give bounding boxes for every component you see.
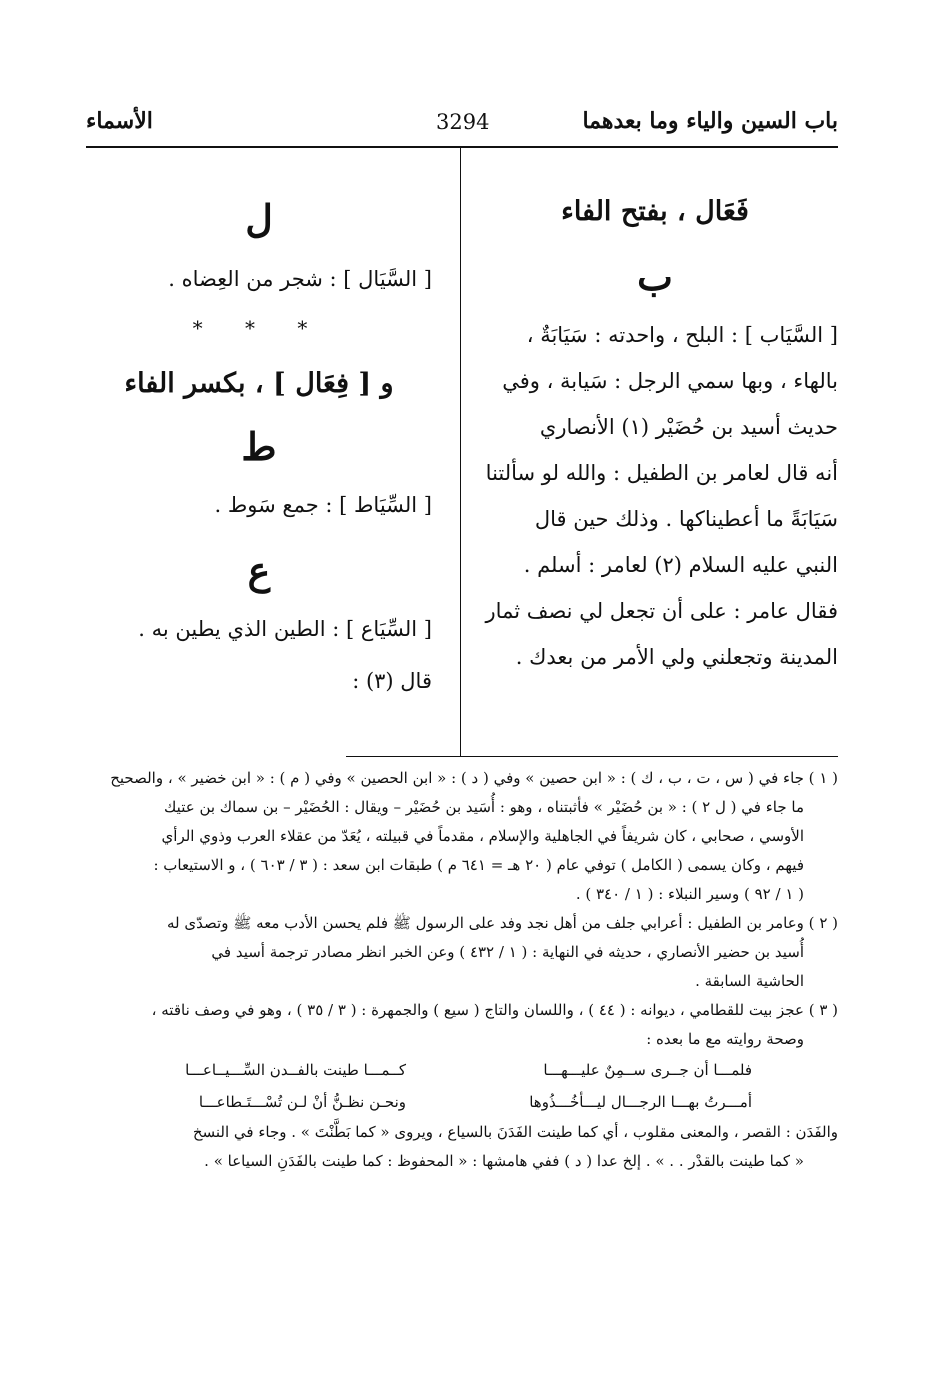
poem-verse <box>86 1054 786 1118</box>
letter-heading-ba: ب <box>637 254 673 299</box>
verse-line <box>86 1086 786 1118</box>
entry-siyat: [ السِّيَاط ] : جمع سَوط . <box>214 493 432 517</box>
footnotes <box>86 764 838 1176</box>
footnote-3-line: ( ٣ ) عجز بيت للقطامي ، ديوانه : ( ٤٤ ) ، واللسان والتاج ( سيع ) والجمهرة : ( ٣ / ٣٥ ) ، وهو في وصف ناقته ، <box>151 1001 838 1019</box>
footnote-1-line: ما جاء في ( ل ٢ ) : « بن حُضَيْر » فأثبتناه ، وهو : أُسَيد بن حُضَيْر – ويقال : الحُضَيْر – بن سماك بن عتيك <box>164 798 804 816</box>
entry-sayab <box>472 312 838 680</box>
letter-heading-lam: ل <box>245 196 273 241</box>
entry-line: [ السَّيَاب ] : البلح ، واحدته : سَيَابَةٌ ، <box>526 323 838 347</box>
footnote-1-line: ( ١ ) جاء في ( س ، ت ، ب ، ك ) : « ابن حصين » وفي ( د ) : « ابن الحصين » وفي ( م ) : « ابن خضير » ، والصحيح <box>110 769 838 787</box>
footnote-1-line: ( ١ / ٩٢ ) وسير النبلاء : ( ١ / ٣٤٠ ) . <box>575 885 804 903</box>
footnote-2-line: ( ٢ ) وعامر بن الطفيل : أعرابي جلف من أهل نجد وفد على الرسول ﷺ فلم يحسن الأدب معه ﷺ وتصدّى له <box>167 914 838 932</box>
verse-hemistich-right: أمـــرتُ بهـــا الرجـــال ليـــأخُـــذُوها <box>529 1093 752 1111</box>
footnote-2-line: أُسيد بن حضير الأنصاري ، حديثه في النهاية : ( ١ / ٤٣٢ ) وعن الخبر انظر مصادر ترجمة أسيد في <box>211 943 804 961</box>
verse-line <box>86 1054 786 1086</box>
entry-line: المدينة وتجعلني ولي الأمر من بعدك . <box>515 645 838 669</box>
letter-heading-ta: ط <box>241 424 277 469</box>
footnote-3-tail-line: والفَدَن : القصر ، والمعنى مقلوب ، أي كما طينت الفَدَنَ بالسياع ، ويروى « كما بَطَّنْتَ » . وجاء في النسخ <box>192 1123 838 1141</box>
left-column <box>86 190 432 704</box>
entry-line: النبي عليه السلام (٢) لعامر : أسلم . <box>523 553 838 577</box>
verse-hemistich-right: فلمـــا أن جــرى ســمِنٌ عليـــهـــا <box>543 1061 752 1079</box>
entry-line: فقال عامر : على أن تجعل لي نصف ثمار <box>485 599 838 623</box>
entry-line: أنه قال لعامر بن الطفيل : والله لو سألتنا <box>485 461 838 485</box>
footnote-1-line: الأوسي ، صحابي ، كان شريفاً في الجاهلية والإسلام ، مقدماً في قبيلته ، يُعَدّ من عقلاء العرب وذوي الرأي <box>161 827 804 845</box>
entry-qala: قال (٣) : <box>352 669 432 693</box>
entry-sayal: [ السَّيَال ] : شجر من العِضاه . <box>168 267 432 291</box>
section-title: الأسماء <box>86 108 153 134</box>
entry-line: سَيَابَةً ما أعطيناكها . وذلك حين قال <box>534 507 838 531</box>
letter-heading-ayn: ع <box>247 548 271 593</box>
pattern-heading-kasra: و [ فِعَال ] ، بكسر الفاء <box>124 368 394 399</box>
section-separator: * * * <box>192 316 326 340</box>
entry-line: بالهاء ، وبها سمي الرجل : سَيابة ، وفي <box>502 369 838 393</box>
footnote-2-line: الحاشية السابقة . <box>695 972 804 990</box>
running-header <box>86 108 838 144</box>
verse-hemistich-left: كــمـــا طينت بالفــدن السِّـــيــاعـــا <box>185 1061 406 1079</box>
pattern-heading: فَعَال ، بفتح الفاء <box>561 196 749 227</box>
right-column <box>472 190 838 680</box>
footnote-1-line: فيهم ، وكان يسمى ( الكامل ) توفي عام ( ٢٠ هـ = ٦٤١ م ) طبقات ابن سعد : ( ٣ / ٦٠٣ ) ، و الاستيعاب : <box>153 856 804 874</box>
footnote-3-tail-line: « كما طينت بالقدْر . . » . إلخ عدا ( د ) ففي هامشها : « المحفوظ : كما طينت بالفَدَنِ السياعا » . <box>204 1152 804 1170</box>
page-number: 3294 <box>436 110 490 134</box>
header-rule <box>86 146 838 148</box>
footnote-3-line: وصحة روايته مع ما بعده : <box>646 1030 804 1048</box>
column-divider <box>460 148 461 756</box>
footnote-rule <box>346 756 838 757</box>
verse-hemistich-left: ونحـن نظـنُّ أنْ لـن تُسْـــتَـطاعـــا <box>198 1093 406 1111</box>
entry-line: حديث أسيد بن حُضَيْر (١) الأنصاري <box>539 415 838 439</box>
entry-siya: [ السِّيَاع ] : الطين الذي يطين به . <box>138 617 432 641</box>
chapter-title: باب السين والياء وما بعدهما <box>582 108 838 134</box>
